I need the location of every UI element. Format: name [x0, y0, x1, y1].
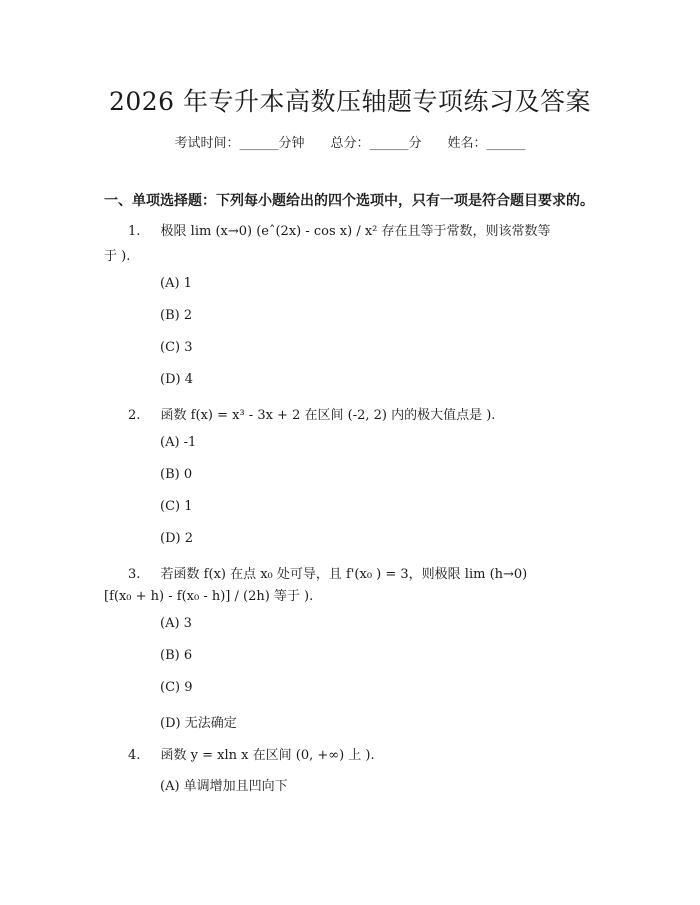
- exam-time: 考试时间：______分钟: [174, 136, 305, 151]
- question-1: [104, 219, 604, 244]
- option-b: (B) 0: [160, 467, 193, 482]
- question-number: 2.: [128, 408, 141, 423]
- question-2: [104, 403, 604, 428]
- question-stem: 函数 y = xln x 在区间 (0, +∞) 上 ).: [160, 748, 375, 763]
- option-c: (C) 1: [160, 499, 193, 514]
- question-stem: 极限 lim (x→0) (eˆ(2x) - cos x) / x² 存在且等于常数，则该常数等: [160, 224, 551, 239]
- question-stem: 函数 f(x) = x³ - 3x + 2 在区间 (-2, 2) 内的极大值点是 ).: [160, 408, 496, 423]
- question-stem: 若函数 f(x) 在点 x₀ 处可导，且 f'(x₀ ) = 3，则极限 lim (h→0): [160, 567, 528, 582]
- question-number: 4.: [128, 748, 141, 763]
- document-title: 2026 年专升本高数压轴题专项练习及答案: [108, 87, 592, 116]
- option-d: (D) 4: [160, 372, 193, 387]
- option-b: (B) 2: [160, 308, 193, 323]
- option-a: (A) 单调增加且凹向下: [160, 779, 288, 794]
- option-c: (C) 3: [160, 340, 193, 355]
- question-4: [104, 743, 604, 768]
- option-d: (D) 2: [160, 531, 193, 546]
- question-3-continuation: [f(x₀ + h) - f(x₀ - h)] / (2h) 等于 ).: [104, 589, 314, 604]
- option-b: (B) 6: [160, 648, 193, 663]
- question-number: 3.: [128, 567, 141, 582]
- option-d: (D) 无法确定: [160, 716, 237, 731]
- option-c: (C) 9: [160, 680, 193, 695]
- option-a: (A) 3: [160, 616, 192, 631]
- total-score: 总分：______分: [330, 136, 422, 151]
- section-heading: 一、单项选择题：下列每小题给出的四个选项中，只有一项是符合题目要求的。: [104, 193, 594, 209]
- student-name: 姓名：______: [447, 136, 526, 151]
- exam-meta: [0, 132, 700, 151]
- question-number: 1.: [128, 224, 141, 239]
- question-1-continuation: 于 ).: [104, 249, 131, 264]
- option-a: (A) -1: [160, 435, 197, 450]
- option-a: (A) 1: [160, 276, 192, 291]
